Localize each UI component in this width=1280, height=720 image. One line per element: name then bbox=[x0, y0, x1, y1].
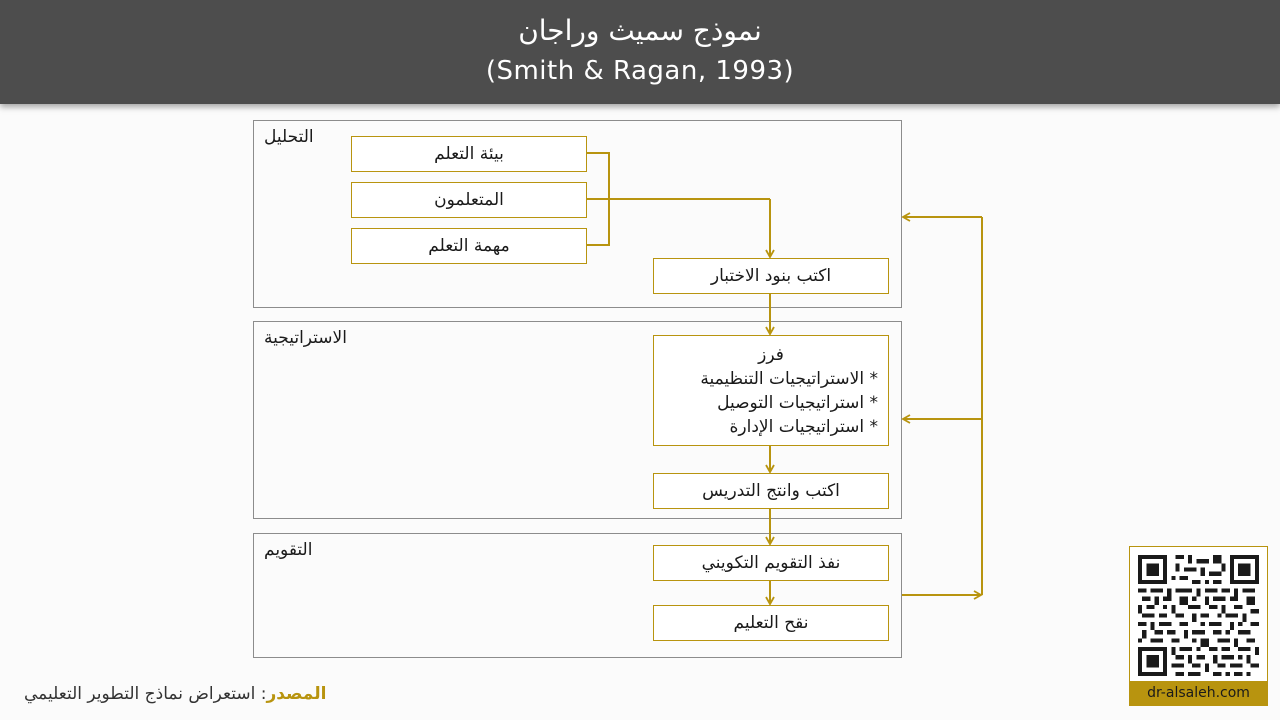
revise-instruction-box: نقح التعليم bbox=[653, 605, 889, 641]
evaluation-section-label: التقويم bbox=[264, 540, 313, 560]
title-banner bbox=[0, 0, 1280, 104]
formative-evaluation-box: نفذ التقويم التكويني bbox=[653, 545, 889, 581]
source-label: المصدر bbox=[266, 684, 327, 704]
delivery-strategies-item: * استراتيجيات التوصيل bbox=[717, 392, 878, 413]
learning-task-box: مهمة التعلم bbox=[351, 228, 587, 264]
sort-strategies-heading: فرز bbox=[758, 344, 784, 365]
qr-code-icon bbox=[1138, 555, 1259, 676]
learning-environment-box: بيئة التعلم bbox=[351, 136, 587, 172]
management-strategies-item: * استراتيجيات الإدارة bbox=[729, 416, 878, 437]
page-title: نموذج سميث وراجان bbox=[518, 14, 762, 47]
learners-box: المتعلمون bbox=[351, 182, 587, 218]
source-text: استعراض نماذج التطوير التعليمي bbox=[24, 684, 256, 704]
produce-instruction-box: اكتب وانتج التدريس bbox=[653, 473, 889, 509]
sort-strategies-box bbox=[653, 335, 889, 446]
organizational-strategies-item: * الاستراتيجيات التنظيمية bbox=[700, 368, 878, 389]
analysis-section-label: التحليل bbox=[264, 127, 314, 147]
strategy-section-label: الاستراتيجية bbox=[264, 328, 347, 348]
qr-code-card[interactable] bbox=[1129, 546, 1268, 706]
source-citation bbox=[24, 684, 326, 704]
source-separator: : bbox=[255, 684, 267, 704]
write-test-items-box: اكتب بنود الاختبار bbox=[653, 258, 889, 294]
page-subtitle: (Smith & Ragan, 1993) bbox=[485, 56, 795, 86]
website-caption[interactable]: dr-alsaleh.com bbox=[1130, 681, 1267, 705]
